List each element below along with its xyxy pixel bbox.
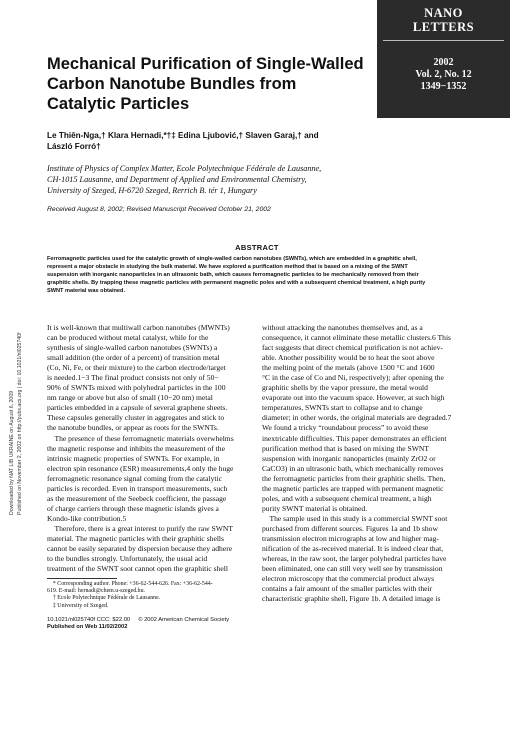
body-line: Kondo-like contribution.5 [47,513,127,523]
published-stamp [17,332,25,735]
body-line: particles is recorded. Even in transport measurements, such [47,483,228,493]
abstract-line: Ferromagnetic particles used for the catalytic growth of single-walled carbon nanotubes (SWNTs), which are embedded in a graphitic shell, [47,256,417,262]
author-list [47,130,467,152]
body-line: particles embedded in a capsule of several graphene sheets. [47,403,228,413]
page-footer [47,617,252,632]
body-line: 90% of SWNTs mixed with polyhedral particles in the 100 [47,383,226,393]
author-line: László Forró† [47,142,101,151]
body-column-left [47,323,252,574]
body-line: consequence, it cannot eliminate these metallic clusters.6 This [262,333,452,343]
body-line: the ferromagnetic particles from their graphitic shells. Then, [262,473,446,483]
body-line: material. The magnetic particles with their graphitic shells [47,533,224,543]
published-stamp-line: Published on November 2, 2002 on http://pubs.acs.org | doi: 10.1021/nl025740f [17,332,23,515]
body-line: is needed.1−3 The final product consists not only of 50− [47,373,219,383]
abstract-line: suspension with inorganic nanoparticles in an ultrasonic bath, which causes ferromagnetic particles to be mechanically removed from their [47,271,419,278]
doi-copyright-line: 10.1021/nl025740f CCC: $22.00 © 2002 American Chemical Society [47,617,230,623]
body-line: intrinsic magnetic properties of SWNTs. For example, in [47,453,220,463]
body-column-right [262,323,472,604]
body-line: CaCO3) in an ultrasonic bath, which mechanically removes [262,463,444,473]
body-line: the melting point of the metals (above 1500 °C and 1600 [262,363,435,373]
body-line: as the measurement of the Seebeck coefficient, the passage [47,493,227,503]
body-line: the magnetic particles are trapped with permanent magnetic [262,483,444,493]
body-line: without attacking the nanotubes themselves and, as a [262,323,423,332]
abstract-line: represent a major obstacle in studying the bulk material. We have explored a purification method that is based on a mixing of the SWNT [47,263,408,270]
body-line: ferromagnetic resonance signal coming from the catalytic [47,473,223,483]
body-line: °C in the case of Co and Ni, respectively); after opening the [262,373,444,383]
body-line: can be produced without metal catalyst, while for the [47,333,209,343]
body-line: nm range or above but also of small (10−20 nm) metal [47,393,213,403]
body-line: fact suggests that direct chemical purification is not achiev- [262,343,443,353]
footnote-line: 619. E-mail: hernadi@chem.u-szeged.hu. [47,588,146,595]
body-line: small addition (the order of a percent) of transition metal [47,353,220,363]
abstract-line: SWNT material was obtained. [47,287,126,294]
journal-badge [377,0,510,118]
footnotes [47,581,252,610]
body-line: cannot be easily separated by dispersion because they adhere [47,544,233,554]
title-line: Catalytic Particles [47,95,190,113]
footnote-line: † Ecole Polytechnique Fédérale de Lausanne. [47,595,161,602]
affiliation-line: CH-1015 Lausanne, and Department of Applied and Environmental Chemistry, [47,175,307,184]
footnote-line: ‡ University of Szeged. [47,602,109,609]
article-title [47,54,367,114]
journal-pages: 1349−1352 [420,81,467,92]
body-line: treatment of the SWNT soot cannot open the graphitic shell [47,564,229,574]
body-line: electron microscopy that the commercial product always [262,574,435,584]
body-line: able. Another possibility would be to heat the soot above [262,353,435,363]
body-line: to the bundles strongly. Unfortunately, the usual acid [47,554,208,564]
body-line: nification of the as-received material. It is indeed clear that, [262,544,444,554]
download-stamp-line: Downloaded by NAT LIB UKRAINE on August 6, 2009 [9,390,15,515]
body-line: whereas, in the raw soot, the larger polyhedral particles have [262,554,447,564]
body-line: temperatures, SWNTs start to collapse and to change [262,403,423,413]
body-line: synthesis of single-walled carbon nanotubes (SWNTs) a [47,343,218,353]
body-line: purity SWNT material is obtained. [262,503,368,513]
body-line: electron spin resonance (ESR) measurements,4 only the huge [47,463,234,473]
body-line: diameter; in other words, the original materials are degraded.7 [262,413,452,423]
journal-name-line1: NANO [424,6,463,20]
body-line: The presence of these ferromagnetic materials overwhelms [47,433,234,443]
body-line: transmission electron micrographs at low and higher mag- [262,533,439,543]
footnote-line: * Corresponding author. Phone: +36-62-544-626. Fax: +36-62-544- [47,581,213,587]
body-line: of charge carriers through these magnetic islands gives a [47,503,219,513]
body-line: contains a fair amount of the smaller particles with their [262,584,433,594]
body-line: graphitic shells by the vapor pressure, the metal would [262,383,428,393]
body-line: We found a tricky “roundabout process” to avoid these [262,423,429,433]
abstract-line: graphitic shells. By trapping these magnetic particles with permanent magnetic poles and with a subsequent chemical treatment, a high purity [47,279,426,286]
journal-volume: Vol. 2, No. 12 [415,69,472,80]
abstract-heading: ABSTRACT [235,243,279,252]
abstract-body [47,256,467,296]
affiliation-line: University of Szeged, H-6720 Szeged, Rerrich B. tér 1, Hungary [47,186,257,195]
affiliations [47,163,467,196]
body-line: (Co, Ni, Fe, or their mixture) to the carbon electrode/target [47,363,226,373]
title-line: Mechanical Purification of Single-Walled [47,55,364,73]
download-stamp [9,390,17,735]
body-line: characteristic graphite shell, Figure 1b. A detailed image is [262,594,441,604]
body-line: The sample used in this study is a commercial SWNT soot [262,513,448,523]
journal-year: 2002 [433,57,454,68]
affiliation-line: Institute of Physics of Complex Matter, Ecole Polytechnique Fédérale de Lausanne, [47,164,322,173]
journal-name-line2: LETTERS [412,20,475,34]
body-line: the magnetic response and inhibits the measurement of the [47,443,225,453]
footnote-divider [47,578,117,579]
body-line: These capsules generally cluster in aggregates and stick to [47,413,225,423]
body-line: suspension with inorganic nanoparticles (mainly ZrO2 or [262,453,436,463]
body-line: purchased from different sources. Figures 1a and 1b show [262,523,438,533]
published-date: Published on Web 11/02/2002 [47,624,128,631]
body-line: inextricable difficulties. This paper demonstrates an efficient [262,433,447,443]
body-line: evaporate out into the vacuum space. However, at such high [262,393,445,403]
author-line: Le Thiên-Nga,† Klara Hernadi,*†‡ Edina Ljubović,† Slaven Garaj,† and [47,131,319,140]
received-dates: Received August 8, 2002; Revised Manuscript Received October 21, 2002 [47,206,271,213]
badge-divider [383,40,504,41]
title-line: Carbon Nanotube Bundles from [47,75,297,93]
body-line: purification method that is based on mixing the SWNT [262,443,430,453]
body-line: the nanotube bundles, or appear as roots for the SWNTs. [47,423,219,433]
body-line: It is well-known that multiwall carbon nanotubes (MWNTs) [47,323,230,332]
body-line: been eliminated, one can still very well see by transmission [262,564,443,574]
body-line: poles, and with a subsequent chemical treatment, a high [262,493,432,503]
body-line: Therefore, there is a great interest to purify the raw SWNT [47,523,234,533]
